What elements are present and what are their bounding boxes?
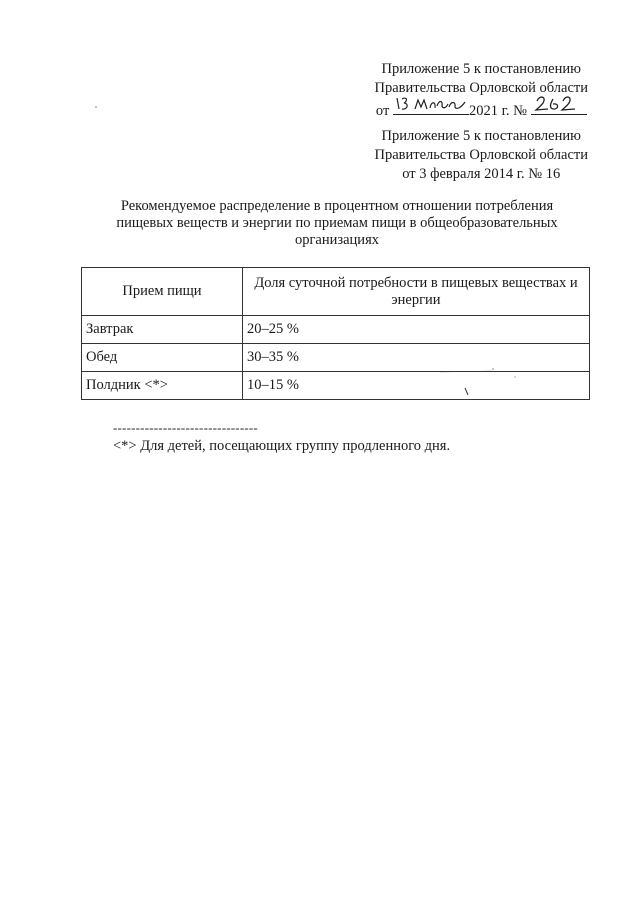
handwritten-date (393, 98, 469, 115)
handwritten-date-scribble (393, 92, 469, 114)
date-suffix: 2021 г. № (468, 103, 527, 119)
cell-share: 20–25 % (243, 316, 590, 344)
cell-meal: Завтрак (82, 316, 243, 344)
appendix-header-new (375, 60, 589, 121)
meal-distribution-table (81, 267, 590, 400)
appendix-old-line1: Приложение 5 к постановлению (381, 128, 581, 144)
cell-meal: Обед (82, 344, 243, 372)
appendix-old-line3: от 3 февраля 2014 г. № 16 (402, 166, 561, 182)
table-row (82, 316, 590, 344)
footnote-text: <*> Для детей, посещающих группу продленного дня. (113, 438, 451, 454)
footnote-separator: -------------------------------- (113, 420, 258, 435)
table-row (82, 344, 590, 372)
header-meal: Прием пищи (82, 268, 243, 316)
document-title: Рекомендуемое распределение в процентном отношении потребления пищевых веществ и энергии по приемам пищи в общеобразовательных организациях (116, 198, 558, 248)
date-prefix: от (375, 103, 390, 119)
appendix-new-date-line (375, 98, 589, 121)
cell-share: 30–35 % (243, 344, 590, 372)
appendix-new-line2: Правительства Орловской области (374, 80, 588, 96)
appendix-header-old (375, 127, 589, 184)
table-row (82, 372, 590, 400)
cell-share: 10–15 % (243, 372, 590, 400)
header-share: Доля суточной потребности в пищевых веществах и энергии (243, 268, 590, 316)
appendix-old-line2: Правительства Орловской области (374, 147, 588, 163)
cell-meal: Полдник <*> (82, 372, 243, 400)
appendix-new-line1: Приложение 5 к постановлению (381, 61, 581, 77)
table-header-row (82, 268, 590, 316)
handwritten-number-scribble (531, 92, 587, 114)
handwritten-number (531, 98, 587, 115)
